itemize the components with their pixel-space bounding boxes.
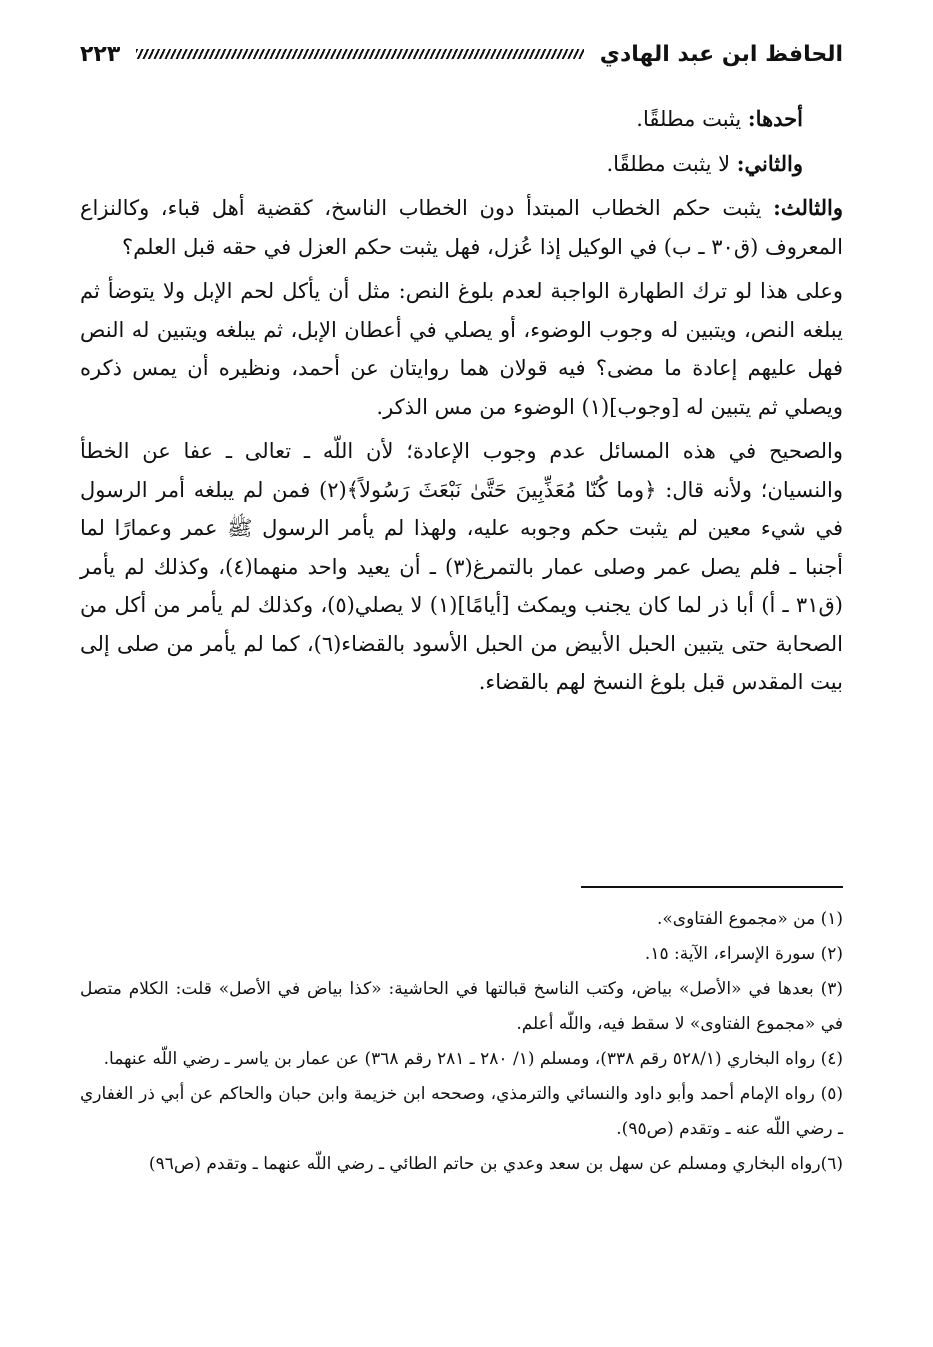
footnotes bbox=[80, 902, 843, 1182]
paragraph-2 bbox=[80, 145, 803, 184]
footnote-5: (٥) رواه الإمام أحمد وأبو داود والنسائي والترمذي، وصححه ابن خزيمة وابن حبان والحاكم عن أبي ذر الغفاري ـ رضي اللّه عنه ـ وتقدم (ص٩٥). bbox=[80, 1084, 843, 1139]
paragraph-3-label: والثالث: bbox=[773, 195, 843, 220]
paragraph-3-text: يثبت حكم الخطاب المبتدأ دون الخطاب الناسخ، كقضية أهل قباء، وكالنزاع المعروف (ق٣٠ ـ ب) في الوكيل إذا عُزل، فهل يثبت حكم العزل في حقه قبل العلم؟ bbox=[80, 196, 843, 259]
footnote-separator bbox=[581, 886, 843, 888]
running-title: الحافظ ابن عبد الهادي bbox=[599, 41, 843, 67]
footnote-6: (٦)رواه البخاري ومسلم عن سهل بن سعد وعدي بن حاتم الطائي ـ رضي اللّه عنهما ـ وتقدم (ص٩٦) bbox=[148, 1154, 843, 1174]
footnote-2: (٢) سورة الإسراء، الآية: ١٥. bbox=[644, 944, 843, 964]
main-text bbox=[80, 100, 843, 708]
page-number: ٢٢٣ bbox=[80, 41, 121, 67]
footnote-3: (٣) بعدها في «الأصل» بياض، وكتب الناسخ قبالتها في الحاشية: «كذا بياض في الأصل» قلت: الكلام متصل في «مجموع الفتاوى» لا سقط فيه، واللّه أعلم. bbox=[80, 979, 843, 1034]
footnote-4: (٤) رواه البخاري (٥٢٨/١ رقم ٣٣٨)، ومسلم (١/ ٢٨٠ ـ ٢٨١ رقم ٣٦٨) عن عمار بن ياسر ـ رضي اللّه عنهما. bbox=[103, 1049, 843, 1069]
paragraph-2-label: والثاني: bbox=[736, 150, 803, 176]
paragraph-5: والصحيح في هذه المسائل عدم وجوب الإعادة؛ لأن اللّه ـ تعالى ـ عفا عن الخطأ والنسيان؛ ولأنه قال: ﴿وما كُنّا مُعَذِّبِينَ حَتَّىٰ نَبْعَثَ رَسُولاً﴾(٢) فمن لم يبلغه أمر الرسول في شيء معين لم يثبت حكم وجوبه عليه، ولهذا لم يأمر الرسول ﷺ عمر وعمارًا لما أجنبا ـ فلم يصل عمر وصلى عمار بالتمرغ(٣) ـ أن يعيد واحد منهما(٤)، وكذلك لم يأمر (ق٣١ ـ أ) أبا ذر لما كان يجنب ويمكث [أيامًا](١) لا يصلي(٥)، وكذلك لم يأمر من أكل من الصحابة حتى يتبين الحبل الأبيض من الحبل الأسود بالقضاء(٦)، كما لم يأمر من صلى إلى بيت المقدس قبل بلوغ النسخ لهم بالقضاء. bbox=[80, 439, 843, 694]
header-ornament-rule bbox=[136, 49, 583, 59]
paragraph-1 bbox=[80, 100, 803, 139]
paragraph-1-label: أحدها: bbox=[747, 106, 803, 131]
footnote-1: (١) من «مجموع الفتاوى». bbox=[656, 909, 843, 929]
paragraph-1-text: يثبت مطلقًا. bbox=[636, 107, 742, 131]
paragraph-4: وعلى هذا لو ترك الطهارة الواجبة لعدم بلوغ النص: مثل أن يأكل لحم الإبل ولا يتوضأ ثم يبلغه النص، ويتبين له وجوب الوضوء، أو يصلي في أعطان الإبل، ثم يبلغه ويتبين له النص فهل عليهم إعادة ما مضى؟ فيه قولان هما روايتان عن أحمد، ونظيره أن يمس ذكره ويصلي ثم يتبين له [وجوب](١) الوضوء من مس الذكر. bbox=[80, 279, 843, 419]
page-header bbox=[80, 34, 843, 74]
paragraph-2-text: لا يثبت مطلقًا. bbox=[606, 151, 731, 176]
paragraph-3 bbox=[80, 189, 843, 266]
